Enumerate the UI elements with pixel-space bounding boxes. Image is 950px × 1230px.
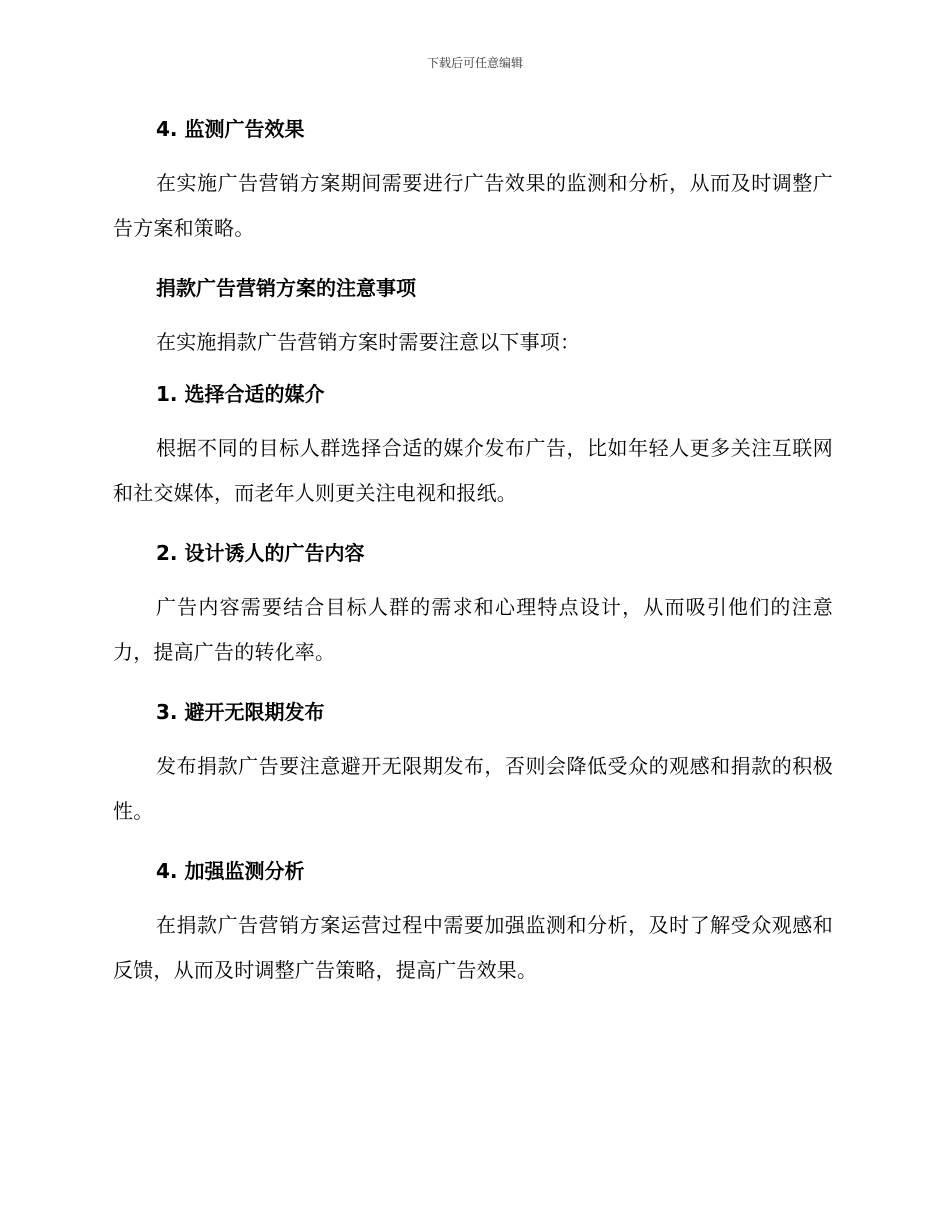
document-body bbox=[113, 108, 833, 1009]
section-heading-monitor-effect: 4. 监测广告效果 bbox=[156, 117, 305, 141]
paragraph-strengthen-monitoring: 在捐款广告营销方案运营过程中需要加强监测和分析，及时了解受众观感和反馈，从而及时调整广告策略，提高广告效果。 bbox=[113, 913, 833, 982]
section-heading-design-content: 2. 设计诱人的广告内容 bbox=[156, 541, 365, 565]
paragraph-monitor-effect: 在实施广告营销方案期间需要进行广告效果的监测和分析，从而及时调整广告方案和策略。 bbox=[113, 171, 833, 240]
section-heading-avoid-indefinite: 3. 避开无限期发布 bbox=[156, 700, 325, 724]
section-heading-choose-media: 1. 选择合适的媒介 bbox=[156, 382, 325, 406]
paragraph-choose-media: 根据不同的目标人群选择合适的媒介发布广告，比如年轻人更多关注互联网和社交媒体，而老年人则更关注电视和报纸。 bbox=[113, 436, 833, 505]
paragraph-avoid-indefinite: 发布捐款广告要注意避开无限期发布，否则会降低受众的观感和捐款的积极性。 bbox=[113, 754, 833, 823]
paragraph-precautions-intro: 在实施捐款广告营销方案时需要注意以下事项： bbox=[156, 330, 581, 354]
section-heading-strengthen-monitoring: 4. 加强监测分析 bbox=[156, 859, 305, 883]
section-heading-precautions: 捐款广告营销方案的注意事项 bbox=[156, 276, 416, 300]
page-header-note: 下载后可任意编辑 bbox=[426, 56, 523, 70]
paragraph-design-content: 广告内容需要结合目标人群的需求和心理特点设计，从而吸引他们的注意力，提高广告的转化率。 bbox=[113, 595, 833, 664]
